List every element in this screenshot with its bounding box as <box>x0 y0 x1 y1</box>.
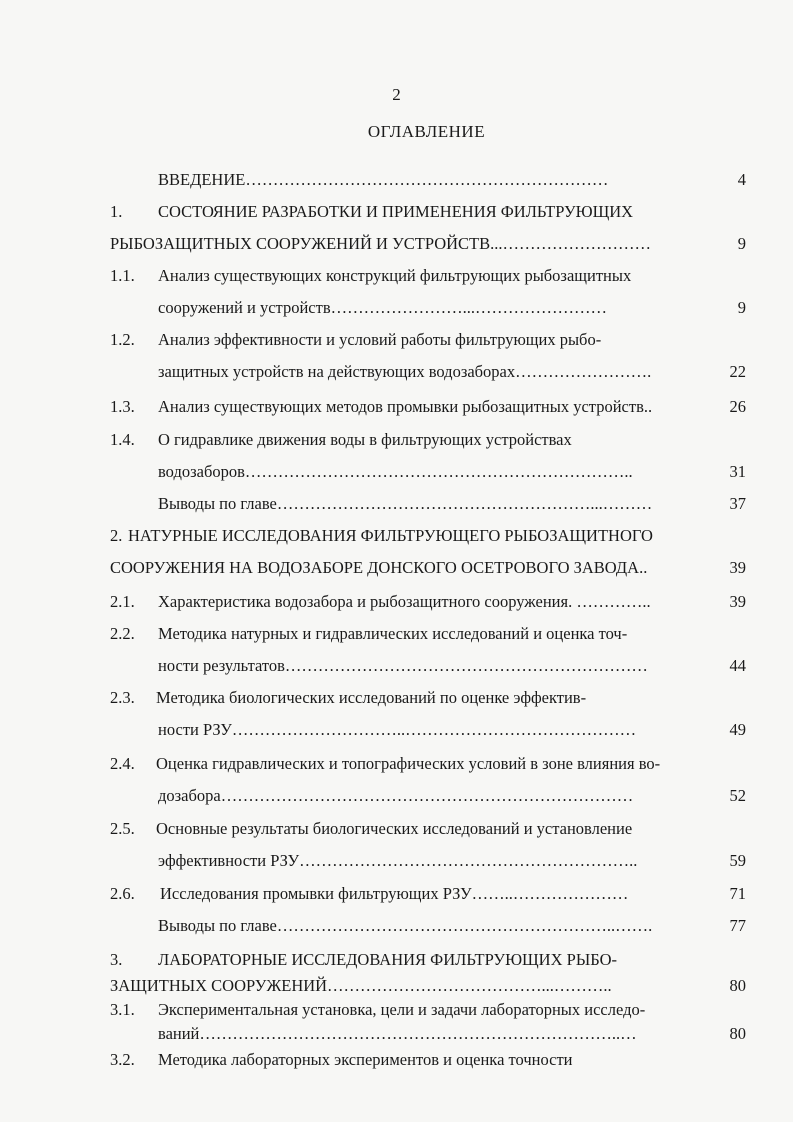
entry-page-number: 22 <box>729 362 746 381</box>
entry-title-line: ЗАЩИТНЫХ СООРУЖЕНИЙ…………………………………...……….. <box>110 976 612 995</box>
entry-number: 2.3. <box>110 688 135 707</box>
entry-title-line: Анализ эффективности и условий работы фильтрующих рыбо- <box>158 330 602 349</box>
entry-title-line: Выводы по главе……………………………………………………..……. <box>158 916 653 935</box>
entry-page-number: 77 <box>729 916 746 935</box>
entry-title-line: Анализ существующих методов промывки рыбозащитных устройств.. <box>158 397 653 416</box>
entry-title-line: Методика биологических исследований по оценке эффектив- <box>156 688 587 707</box>
entry-title-line: ности результатов………………………………………………………… <box>158 656 648 675</box>
entry-title-line: Выводы по главе…………………………………………………...……… <box>158 494 653 513</box>
entry-page-number: 80 <box>729 976 746 995</box>
entry-number: 2.4. <box>110 754 135 773</box>
entry-page-number: 52 <box>729 786 746 805</box>
entry-title-line: эффективности РЗУ…………………………………………………….. <box>158 851 638 870</box>
entry-number: 1.1. <box>110 266 135 285</box>
entry-page-number: 9 <box>737 234 746 253</box>
entry-number: 3.2. <box>110 1050 135 1069</box>
entry-page-number: 39 <box>729 592 746 611</box>
entry-page-number: 39 <box>729 558 746 577</box>
entry-number: 2. <box>110 526 123 545</box>
entry-title-line: Анализ существующих конструкций фильтрующих рыбозащитных <box>158 266 632 285</box>
entry-title-line: О гидравлике движения воды в фильтрующих устройствах <box>158 430 572 449</box>
entry-title-line: ЛАБОРАТОРНЫЕ ИССЛЕДОВАНИЯ ФИЛЬТРУЮЩИХ РЫБО- <box>158 950 617 969</box>
entry-title-line: ВВЕДЕНИЕ………………………………………………………… <box>158 170 609 189</box>
entry-page-number: 26 <box>729 397 746 416</box>
entry-number: 1.3. <box>110 397 135 416</box>
entry-title-line: Основные результаты биологических исследований и установление <box>156 819 633 838</box>
entry-title-line: сооружений и устройств……………………...…………………… <box>158 298 607 317</box>
entry-page-number: 37 <box>729 494 746 513</box>
toc-title: ОГЛАВЛЕНИЕ <box>367 122 486 141</box>
entry-title-line: Методика натурных и гидравлических исследований и оценка точ- <box>158 624 628 643</box>
entry-page-number: 9 <box>737 298 746 317</box>
entry-title-line: СООРУЖЕНИЯ НА ВОДОЗАБОРЕ ДОНСКОГО ОСЕТРОВОГО ЗАВОДА.. <box>110 558 648 577</box>
entry-number: 1.2. <box>110 330 135 349</box>
entry-number: 2.5. <box>110 819 135 838</box>
entry-page-number: 59 <box>729 851 746 870</box>
entry-title-line: НАТУРНЫЕ ИССЛЕДОВАНИЯ ФИЛЬТРУЮЩЕГО РЫБОЗАЩИТНОГО <box>128 526 653 545</box>
entry-title-line: Характеристика водозабора и рыбозащитного сооружения. ………….. <box>158 592 651 611</box>
entry-title-line: Методика лабораторных экспериментов и оценка точности <box>158 1050 573 1069</box>
entry-title-line: Исследования промывки фильтрующих РЗУ……..………………… <box>160 884 629 903</box>
entry-number: 2.1. <box>110 592 135 611</box>
entry-title-line: РЫБОЗАЩИТНЫХ СООРУЖЕНИЙ И УСТРОЙСТВ...……………………… <box>110 234 652 253</box>
entry-title-line: дозабора………………………………………………………………… <box>158 786 634 805</box>
entry-page-number: 44 <box>729 656 746 675</box>
page-number: 2 <box>392 85 401 104</box>
entry-title-line: Оценка гидравлических и топографических условий в зоне влияния во- <box>156 754 661 773</box>
entry-title-line: ваний…………………………………………………………………..… <box>158 1024 637 1043</box>
entry-page-number: 71 <box>729 884 746 903</box>
entry-title-line: Экспериментальная установка, цели и задачи лабораторных исследо- <box>158 1000 646 1019</box>
entry-number: 1. <box>110 202 123 221</box>
entry-page-number: 4 <box>737 170 746 189</box>
entry-page-number: 49 <box>729 720 746 739</box>
entry-number: 1.4. <box>110 430 135 449</box>
entry-title-line: защитных устройств на действующих водозаборах……………………. <box>158 362 652 381</box>
entry-page-number: 80 <box>729 1024 746 1043</box>
entry-title-line: ности РЗУ…………………………..…………………………………… <box>158 720 637 739</box>
entry-number: 3. <box>110 950 123 969</box>
entry-number: 2.2. <box>110 624 135 643</box>
entry-number: 2.6. <box>110 884 135 903</box>
entry-title-line: СОСТОЯНИЕ РАЗРАБОТКИ И ПРИМЕНЕНИЯ ФИЛЬТРУЮЩИХ <box>158 202 634 221</box>
entry-title-line: водозаборов…………………………………………………………….. <box>158 462 633 481</box>
entry-page-number: 31 <box>729 462 746 481</box>
entry-number: 3.1. <box>110 1000 135 1019</box>
